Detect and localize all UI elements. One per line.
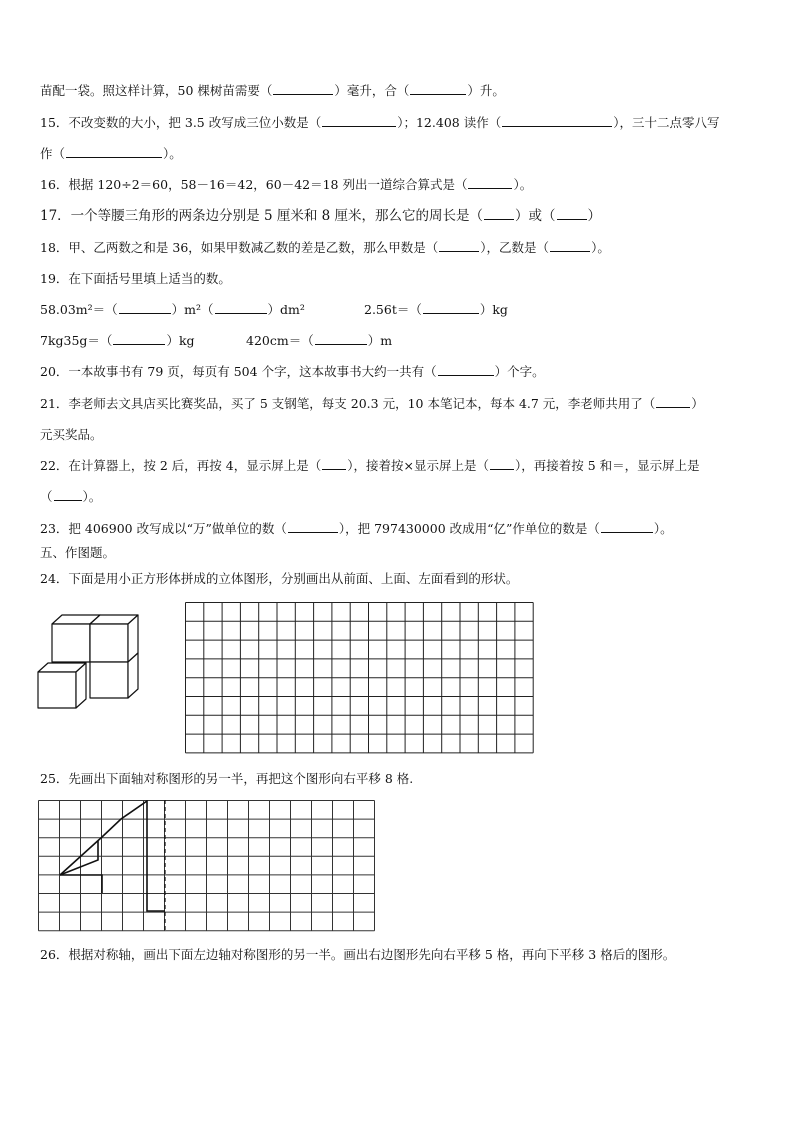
answer-blank[interactable]: [502, 115, 612, 127]
question-21: 21．李老师去文具店买比赛奖品，买了 5 支钢笔，每支 20.3 元，10 本笔记本，每本 4.7 元，李老师共用了（ ）: [40, 396, 704, 411]
question-22: 22．在计算器上，按 2 后，再按 4，显示屏上是（ ），接着按×显示屏上是（ ），再接着按 5 和＝，显示屏上是: [40, 458, 700, 473]
answer-blank[interactable]: [656, 396, 690, 408]
question-18: 18．甲、乙两数之和是 36，如果甲数减乙数的差是乙数，那么甲数是（ ），乙数是（ ）。: [40, 240, 610, 255]
answer-blank[interactable]: [273, 83, 333, 95]
answer-blank[interactable]: [119, 302, 171, 314]
cube-stack-figure: [34, 612, 144, 712]
symmetry-grid[interactable]: [38, 800, 376, 932]
drawing-grid[interactable]: [185, 602, 537, 756]
q14-tail: 苗配一袋。照这样计算，50 棵树苗需要（ ）毫升，合（ ）升。: [40, 83, 505, 98]
answer-blank[interactable]: [439, 240, 479, 252]
question-19-row1-right: 2.56t＝（ ）kg: [364, 302, 508, 317]
answer-blank[interactable]: [423, 302, 479, 314]
answer-blank[interactable]: [315, 333, 367, 345]
question-25: 25．先画出下面轴对称图形的另一半，再把这个图形向右平移 8 格.: [40, 771, 414, 786]
answer-blank[interactable]: [322, 458, 346, 470]
answer-blank[interactable]: [550, 240, 590, 252]
answer-blank[interactable]: [215, 302, 267, 314]
question-26: 26．根据对称轴，画出下面左边轴对称图形的另一半。画出右边图形先向右平移 5 格，再向下平移 3 格后的图形。: [40, 947, 676, 962]
question-19-title: 19．在下面括号里填上适当的数。: [40, 271, 231, 286]
answer-blank[interactable]: [410, 83, 466, 95]
answer-blank[interactable]: [490, 458, 514, 470]
answer-blank[interactable]: [54, 489, 82, 501]
answer-blank[interactable]: [438, 364, 494, 376]
answer-blank[interactable]: [66, 146, 162, 158]
answer-blank[interactable]: [557, 208, 587, 220]
answer-blank[interactable]: [288, 521, 338, 533]
question-19-row2-right: 420cm＝（ ）m: [246, 333, 393, 348]
question-19-row2: 7kg35g＝（ ）kg: [40, 333, 195, 348]
answer-blank[interactable]: [601, 521, 653, 533]
question-15: 15．不改变数的大小，把 3.5 改写成三位小数是（ ）；12.408 读作（ ），三十二点零八写: [40, 115, 720, 130]
question-22-cont: （ ）。: [40, 489, 102, 504]
answer-blank[interactable]: [322, 115, 396, 127]
question-21-cont: 元买奖品。: [40, 427, 103, 442]
question-15-cont: 作（ ）。: [40, 146, 182, 161]
question-19-row1: 58.03m²＝（ ）m²（ ）dm²: [40, 302, 305, 317]
question-23: 23．把 406900 改写成以“万”做单位的数（ ），把 797430000 改成用“亿”作单位的数是（ ）。: [40, 521, 673, 536]
question-24: 24．下面是用小正方形体拼成的立体图形，分别画出从前面、上面、左面看到的形状。: [40, 571, 519, 586]
answer-blank[interactable]: [484, 208, 514, 220]
question-20: 20．一本故事书有 79 页，每页有 504 个字，这本故事书大约一共有（ ）个字。: [40, 364, 545, 379]
question-17: 17．一个等腰三角形的两条边分别是 5 厘米和 8 厘米，那么它的周长是（ ）或（ ）: [40, 208, 602, 224]
answer-blank[interactable]: [113, 333, 165, 345]
section-heading: 五、作图题。: [40, 545, 116, 560]
question-16: 16．根据 120÷2＝60，58－16＝42，60－42＝18 列出一道综合算式是（ ）。: [40, 177, 533, 192]
answer-blank[interactable]: [468, 177, 512, 189]
